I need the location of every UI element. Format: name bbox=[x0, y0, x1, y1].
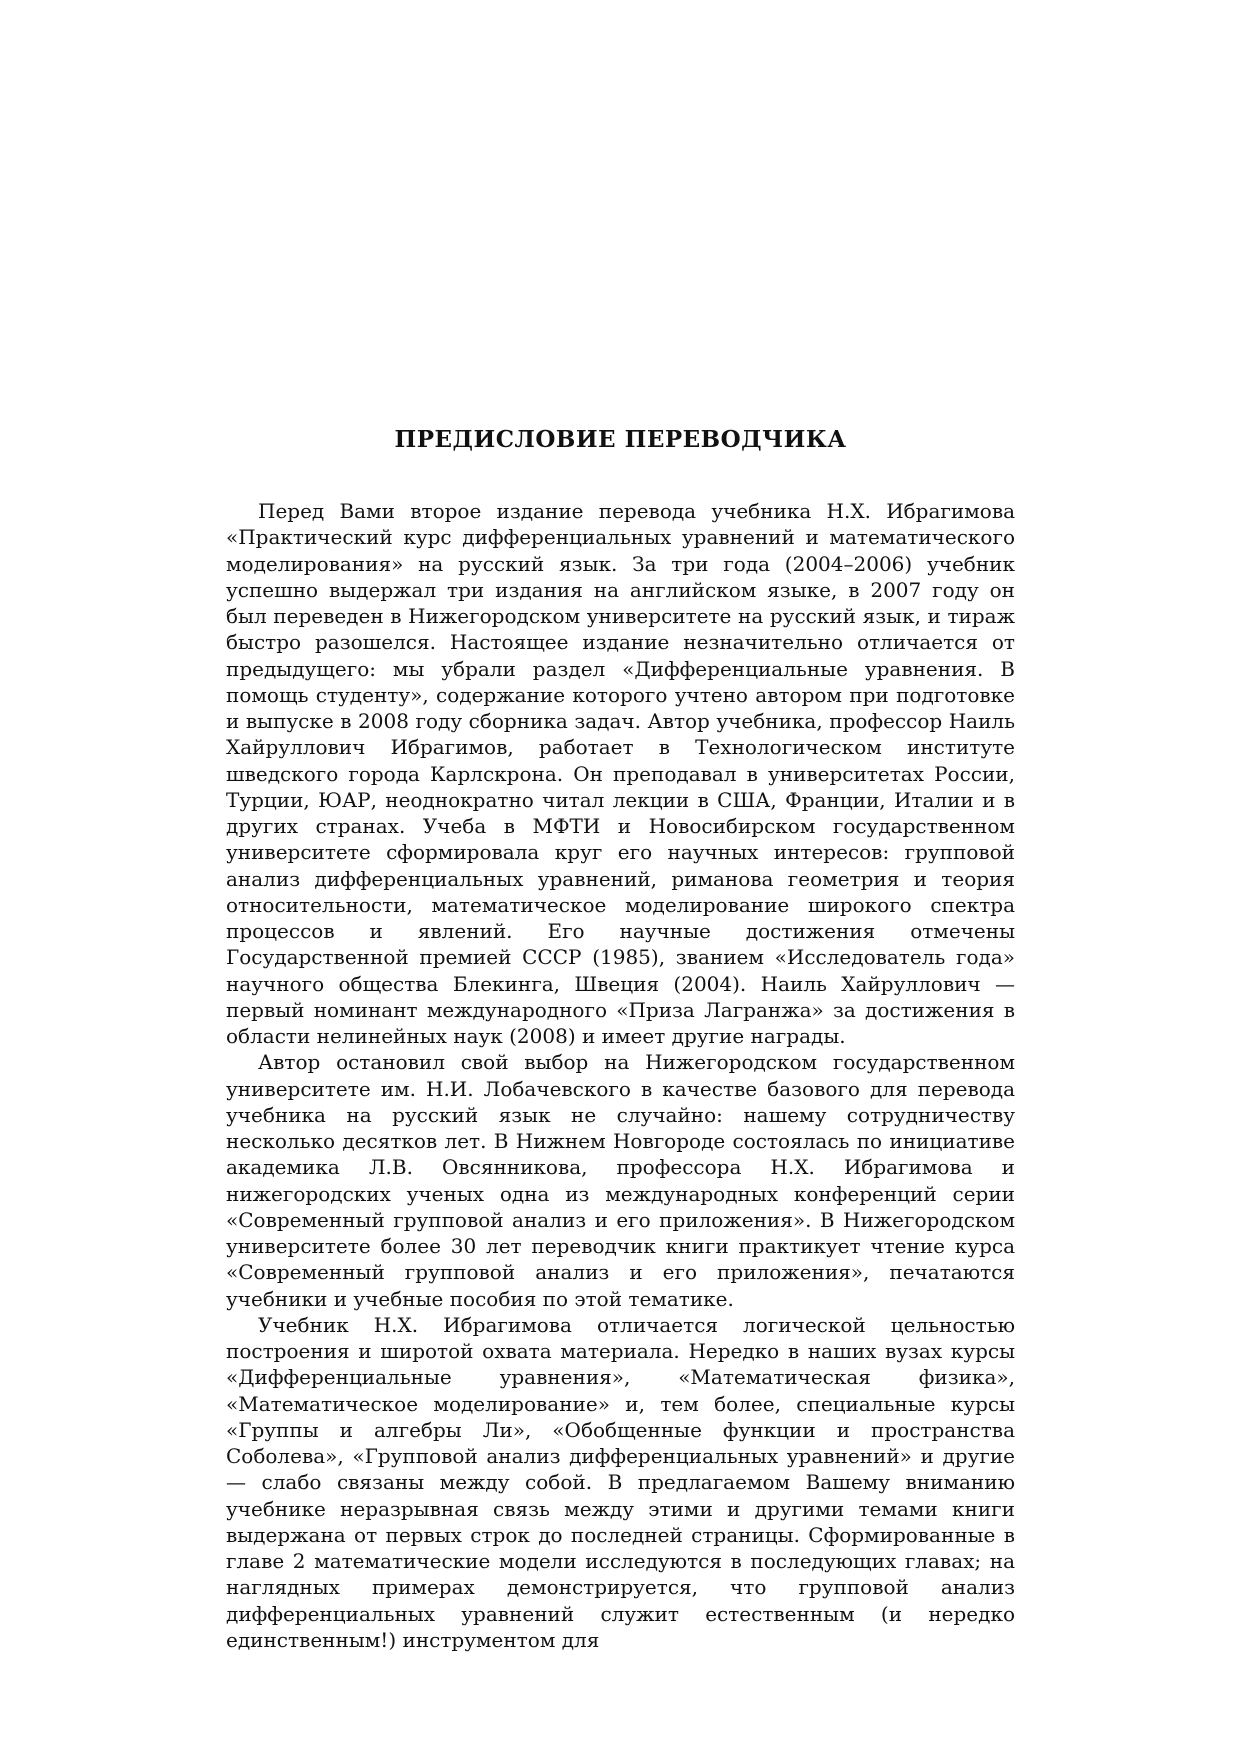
paragraph-3: Учебник Н.Х. Ибрагимова отличается логической цельностью построения и широтой охвата материала. Нередко в наших вузах курсы «Дифференциальные уравнения», «Математическая физика», «Математическое моделирование» и, тем более, специальные курсы «Группы и алгебры Ли», «Обобщенные функции и пространства Соболева», «Групповой анализ дифференциальных уравнений» и другие — слабо связаны между собой. В предлагаемом Вашему вниманию учебнике неразрывная связь между этими и другими темами книги выдержана от первых строк до последней страницы. Сформированные в главе 2 математические модели исследуются в последующих главах; на наглядных примерах демонстрируется, что групповой анализ дифференциальных уравнений служит естественным (и нередко единственным!) инструментом для bbox=[226, 1312, 1015, 1652]
page-title: ПРЕДИСЛОВИЕ ПЕРЕВОДЧИКА bbox=[394, 426, 847, 453]
paragraph-1: Перед Вами второе издание перевода учебника Н.Х. Ибрагимова «Практический курс дифференциальных уравнений и математического моделирования» на русский язык. За три года (2004–2006) учебник успешно выдержал три издания на английском языке, в 2007 году он был переведен в Нижегородском университете на русский язык, и тираж быстро разошелся. Настоящее издание незначительно отличается от предыдущего: мы убрали раздел «Дифференциальные уравнения. В помощь студенту», содержание которого учтено автором при подготовке и выпуске в 2008 году сборника задач. Автор учебника, профессор Наиль Хайруллович Ибрагимов, работает в Технологическом институте шведского города Карлскрона. Он преподавал в университетах России, Турции, ЮАР, неоднократно читал лекции в США, Франции, Италии и в других странах. Учеба в МФТИ и Новосибирском государственном университете сформировала круг его научных интересов: групповой анализ дифференциальных уравнений, риманова геометрия и теория относительности, математическое моделирование широкого спектра процессов и явлений. Его научные достижения отмечены Государственной премией СССР (1985), званием «Исследователь года» научного общества Блекинга, Швеция (2004). Наиль Хайруллович — первый номинант международного «Приза Лагранжа» за достижения в области нелинейных наук (2008) и имеет другие награды. bbox=[226, 499, 1015, 1048]
paragraph-2: Автор остановил свой выбор на Нижегородском государственном университете им. Н.И. Лобачевского в качестве базового для перевода учебника на русский язык не случайно: нашему сотрудничеству несколько десятков лет. В Нижнем Новгороде состоялась по инициативе академика Л.В. Овсянникова, профессора Н.Х. Ибрагимова и нижегородских ученых одна из международных конференций серии «Современный групповой анализ и его приложения». В Нижегородском университете более 30 лет переводчик книги практикует чтение курса «Современный групповой анализ и его приложения», печатаются учебники и учебные пособия по этой тематике. bbox=[226, 1050, 1015, 1311]
body-text bbox=[226, 498, 1015, 1653]
